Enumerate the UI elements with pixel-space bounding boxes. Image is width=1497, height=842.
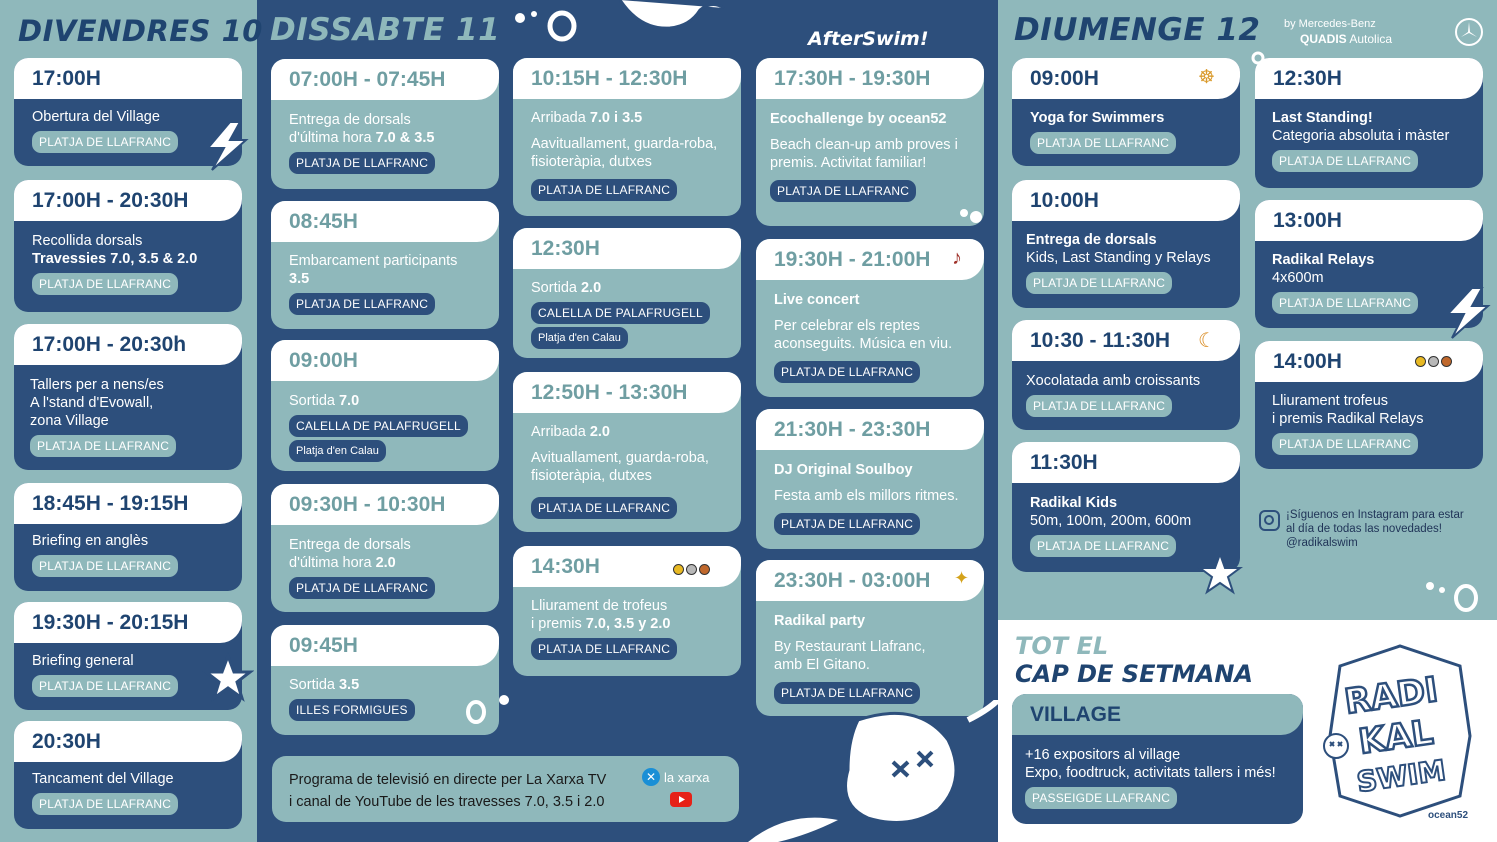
party-popper-icon: ✦ xyxy=(954,568,970,588)
event-line xyxy=(531,423,731,441)
location-badge: CALELLA DE PALAFRUGELL xyxy=(531,302,710,324)
event-line-part: d'última hora xyxy=(289,130,376,146)
event-time: 21:30H - 23:30H xyxy=(756,409,984,450)
event-title: Radikal Kids xyxy=(1030,495,1118,511)
medals-icon xyxy=(671,562,710,580)
location-badge: PLATJA DE LLAFRANC xyxy=(30,435,176,457)
sponsor-logo xyxy=(1300,32,1392,46)
event-line: Recollida dorsals xyxy=(32,233,143,249)
village-title: VILLAGE xyxy=(1012,694,1303,735)
event-time: 09:45H xyxy=(271,625,499,666)
bubble-icon xyxy=(1248,48,1268,68)
location-badge: PLATJA DE LLAFRANC xyxy=(1272,292,1418,314)
laxarxa-label: la xarxa xyxy=(664,769,710,785)
ocean52-logo: ocean52 xyxy=(1428,810,1469,821)
lightning-icon xyxy=(1440,284,1496,342)
location-badge: PLATJA DE LLAFRANC xyxy=(1026,272,1172,294)
event-line: Lliurament de trofeus xyxy=(531,598,668,614)
location-badge: PLATJA DE LLAFRANC xyxy=(531,179,677,201)
event-card xyxy=(513,228,741,358)
event-card xyxy=(513,58,741,216)
event-title: Tancament del Village xyxy=(32,771,174,787)
event-line-bold: 7.0 xyxy=(338,393,360,409)
event-card xyxy=(14,721,242,829)
event-card xyxy=(1012,320,1240,430)
event-time: 11:30H xyxy=(1012,442,1240,483)
sponsor-by: by Mercedes-Benz xyxy=(1284,18,1376,30)
event-line-bold: 2.0 xyxy=(375,555,396,571)
event-time: 12:30H xyxy=(1255,58,1483,99)
event-line: Entrega de dorsals xyxy=(289,537,411,553)
event-line: aconseguits. Música en viu. xyxy=(774,336,953,352)
sublocation-badge: Platja d'en Calau xyxy=(531,327,628,349)
svg-text:RADI: RADI xyxy=(1342,669,1441,723)
event-time: 18:45H - 19:15H xyxy=(14,483,242,524)
event-time: 17:00H - 20:30h xyxy=(14,324,242,365)
location-badge: PLATJA DE LLAFRANC xyxy=(1272,433,1418,455)
event-card xyxy=(756,560,984,716)
event-line: 3.5 xyxy=(289,271,310,287)
event-time: 09:30H - 10:30H xyxy=(271,484,499,525)
laxarxa-logo xyxy=(642,768,710,786)
event-time: 17:00H - 20:30H xyxy=(14,180,242,221)
star-icon xyxy=(1196,550,1244,598)
event-line: Categoria absoluta i màster xyxy=(1272,128,1450,144)
event-time: 10:30 - 11:30H xyxy=(1012,320,1240,361)
friday-heading: DIVENDRES 10 xyxy=(18,14,263,48)
event-title: Ecochallenge by ocean52 xyxy=(770,111,947,127)
event-time: 14:30H xyxy=(513,546,741,587)
location-badge: ILLES FORMIGUES xyxy=(289,699,415,721)
croissant-icon: ☾ xyxy=(1198,330,1216,352)
event-time: 14:00H xyxy=(1255,341,1483,382)
event-time: 23:30H - 03:00H xyxy=(756,560,984,601)
event-line: Per celebrar els reptes xyxy=(774,318,920,334)
event-time: 19:30H - 20:15H xyxy=(14,602,242,643)
event-card xyxy=(14,180,242,312)
guitar-icon: ♪ xyxy=(952,247,962,269)
instagram-icon[interactable] xyxy=(1259,510,1280,531)
event-time: 12:30H xyxy=(513,228,741,269)
event-time: 13:00H xyxy=(1255,200,1483,241)
sublocation-badge: Platja d'en Calau xyxy=(289,440,386,462)
wave-doodle-icon xyxy=(600,0,730,40)
location-badge: PASSEIGDE LLAFRANC xyxy=(1025,787,1177,809)
event-line: premis. Activitat familiar! xyxy=(770,155,927,171)
skull-doodle-icon xyxy=(748,700,998,842)
location-badge: PLATJA DE LLAFRANC xyxy=(1272,150,1418,172)
event-line-part: Sortida xyxy=(531,280,581,296)
location-badge: PLATJA DE LLAFRANC xyxy=(32,675,178,697)
weekend-heading-line2: CAP DE SETMANA xyxy=(1015,660,1253,688)
medals-icon xyxy=(1413,354,1452,372)
weekend-heading-line1: TOT EL xyxy=(1015,632,1109,660)
event-card xyxy=(1255,58,1483,188)
event-line: Travessies 7.0, 3.5 & 2.0 xyxy=(32,251,198,267)
event-line: Avituallament, guarda-roba, xyxy=(531,450,709,466)
event-line: Embarcament participants xyxy=(289,253,458,269)
event-line-part: Arribada xyxy=(531,424,590,440)
event-card xyxy=(1012,180,1240,308)
location-badge: PLATJA DE LLAFRANC xyxy=(289,293,435,315)
event-line-bold: 2.0 xyxy=(589,424,611,440)
location-badge: CALELLA DE PALAFRUGELL xyxy=(289,415,468,437)
event-title: Briefing general xyxy=(32,653,134,669)
event-line-bold: 2.0 xyxy=(580,280,602,296)
event-title: Radikal Relays xyxy=(1272,252,1375,268)
event-card xyxy=(14,324,242,470)
event-line-bold: 7.0 & 3.5 xyxy=(375,130,435,146)
location-badge: PLATJA DE LLAFRANC xyxy=(1030,535,1176,557)
event-time: 20:30H xyxy=(14,721,242,762)
location-badge: PLATJA DE LLAFRANC xyxy=(289,152,435,174)
star-icon xyxy=(202,652,254,704)
event-card xyxy=(271,340,499,471)
event-line-part: d'última hora xyxy=(289,555,376,571)
event-line: i premis Radikal Relays xyxy=(1272,411,1424,427)
event-card xyxy=(756,239,984,397)
bubbles-icon xyxy=(510,4,580,44)
village-line: Expo, foodtruck, activitats tallers i més! xyxy=(1025,765,1276,781)
event-line xyxy=(289,129,489,147)
location-badge: PLATJA DE LLAFRANC xyxy=(32,273,178,295)
event-line xyxy=(531,109,731,127)
event-line xyxy=(531,615,731,633)
bubbles-icon xyxy=(956,203,988,227)
location-badge: PLATJA DE LLAFRANC xyxy=(1026,395,1172,417)
event-line-bold: 7.0 i 3.5 xyxy=(589,110,643,126)
event-title: DJ Original Soulboy xyxy=(774,462,913,478)
event-line: Kids, Last Standing y Relays xyxy=(1026,250,1211,266)
svg-text:SWIM: SWIM xyxy=(1354,753,1448,799)
location-badge: PLATJA DE LLAFRANC xyxy=(531,497,677,519)
location-badge: PLATJA DE LLAFRANC xyxy=(774,361,920,383)
event-title: Last Standing! xyxy=(1272,110,1373,126)
village-line: +16 expositors al village xyxy=(1025,747,1181,763)
tv-line: i canal de YouTube de les travesses 7.0, 3.5 i 2.0 xyxy=(289,794,605,810)
event-title: Obertura del Village xyxy=(32,109,160,125)
event-line-bold: 7.0, 3.5 y 2.0 xyxy=(585,616,671,632)
event-line: Beach clean-up amb proves i xyxy=(770,137,958,153)
event-title: Entrega de dorsals xyxy=(1026,232,1157,248)
event-time: 12:50H - 13:30H xyxy=(513,372,741,413)
event-time: 17:30H - 19:30H xyxy=(756,58,984,99)
event-line: By Restaurant Llafranc, xyxy=(774,639,926,655)
event-time: 09:00H xyxy=(271,340,499,381)
event-line-part: Arribada xyxy=(531,110,590,126)
event-card xyxy=(756,409,984,549)
mercedes-star-icon xyxy=(1455,18,1483,46)
tv-info-box xyxy=(272,756,739,822)
instagram-line: al día de todas las novedades! xyxy=(1286,523,1443,535)
location-badge: PLATJA DE LLAFRANC xyxy=(774,682,920,704)
bubbles-icon xyxy=(462,690,512,730)
event-line xyxy=(531,279,731,297)
event-title: Live concert xyxy=(774,292,860,308)
event-card xyxy=(1012,58,1240,166)
event-card xyxy=(271,201,499,329)
event-card xyxy=(1255,341,1483,469)
event-line: Tallers per a nens/es xyxy=(30,377,164,393)
event-line: fisioteràpia, dutxes xyxy=(531,468,652,484)
event-time: 17:00H xyxy=(14,58,242,99)
event-line: Entrega de dorsals xyxy=(289,112,411,128)
lightning-icon xyxy=(200,118,254,174)
event-line: Aavituallament, guarda-roba, xyxy=(531,136,718,152)
village-card xyxy=(1012,694,1303,824)
event-line-bold: 3.5 xyxy=(338,677,360,693)
event-title: Briefing en anglès xyxy=(32,533,149,549)
event-card xyxy=(513,372,741,532)
instagram-line: ¡Síguenos en Instagram para estar xyxy=(1286,509,1464,521)
event-title: Yoga for Swimmers xyxy=(1030,110,1165,126)
event-time: 08:45H xyxy=(271,201,499,242)
location-badge: PLATJA DE LLAFRANC xyxy=(32,793,178,815)
location-badge: PLATJA DE LLAFRANC xyxy=(32,131,178,153)
event-line: amb El Gitano. xyxy=(774,657,870,673)
event-line-part: Sortida xyxy=(289,393,339,409)
event-line: 4x600m xyxy=(1272,270,1324,286)
event-card xyxy=(271,484,499,612)
event-line xyxy=(289,676,489,694)
event-line: fisioteràpia, dutxes xyxy=(531,154,652,170)
event-time: 10:15H - 12:30H xyxy=(513,58,741,99)
svg-text:KAL: KAL xyxy=(1356,712,1436,763)
event-line-part: Sortida xyxy=(289,677,339,693)
laxarxa-icon: ✕ xyxy=(642,768,660,786)
sunday-heading: DIUMENGE 12 xyxy=(1014,12,1261,48)
event-time: 10:00H xyxy=(1012,180,1240,221)
yoga-icon: ☸ xyxy=(1198,67,1216,88)
event-line: Lliurament trofeus xyxy=(1272,393,1389,409)
event-time: 07:00H - 07:45H xyxy=(271,59,499,100)
youtube-icon[interactable] xyxy=(670,792,692,807)
event-time: 09:00H xyxy=(1012,58,1240,99)
event-card xyxy=(756,58,984,226)
radikal-logo xyxy=(1320,636,1480,826)
event-line xyxy=(289,392,489,410)
event-line: Festa amb els millors ritmes. xyxy=(774,488,959,504)
afterswim-heading: AfterSwim! xyxy=(808,28,929,50)
bubbles-icon xyxy=(1420,576,1486,616)
tv-line: Programa de televisió en directe per La Xarxa TV xyxy=(289,772,607,788)
event-line: Xocolatada amb croissants xyxy=(1026,373,1201,389)
event-card xyxy=(14,483,242,591)
instagram-handle[interactable]: @radikalswim xyxy=(1286,537,1358,549)
event-line xyxy=(289,554,489,572)
saturday-heading: DISSABTE 11 xyxy=(270,12,501,48)
event-card xyxy=(271,59,499,189)
location-badge: PLATJA DE LLAFRANC xyxy=(289,577,435,599)
location-badge: PLATJA DE LLAFRANC xyxy=(770,180,916,202)
event-line: 50m, 100m, 200m, 600m xyxy=(1030,513,1192,529)
event-line: zona Village xyxy=(30,413,109,429)
sponsor-name: QUADIS xyxy=(1300,32,1347,46)
event-title: Radikal party xyxy=(774,613,866,629)
location-badge: PLATJA DE LLAFRANC xyxy=(1030,132,1176,154)
event-line-part: i premis xyxy=(531,616,586,632)
event-line: A l'stand d'Evowall, xyxy=(30,395,154,411)
location-badge: PLATJA DE LLAFRANC xyxy=(32,555,178,577)
event-card xyxy=(513,546,741,676)
location-badge: PLATJA DE LLAFRANC xyxy=(774,513,920,535)
sponsor-suffix: Autolica xyxy=(1349,32,1393,46)
event-time: 19:30H - 21:00H xyxy=(756,239,984,280)
location-badge: PLATJA DE LLAFRANC xyxy=(531,638,677,660)
